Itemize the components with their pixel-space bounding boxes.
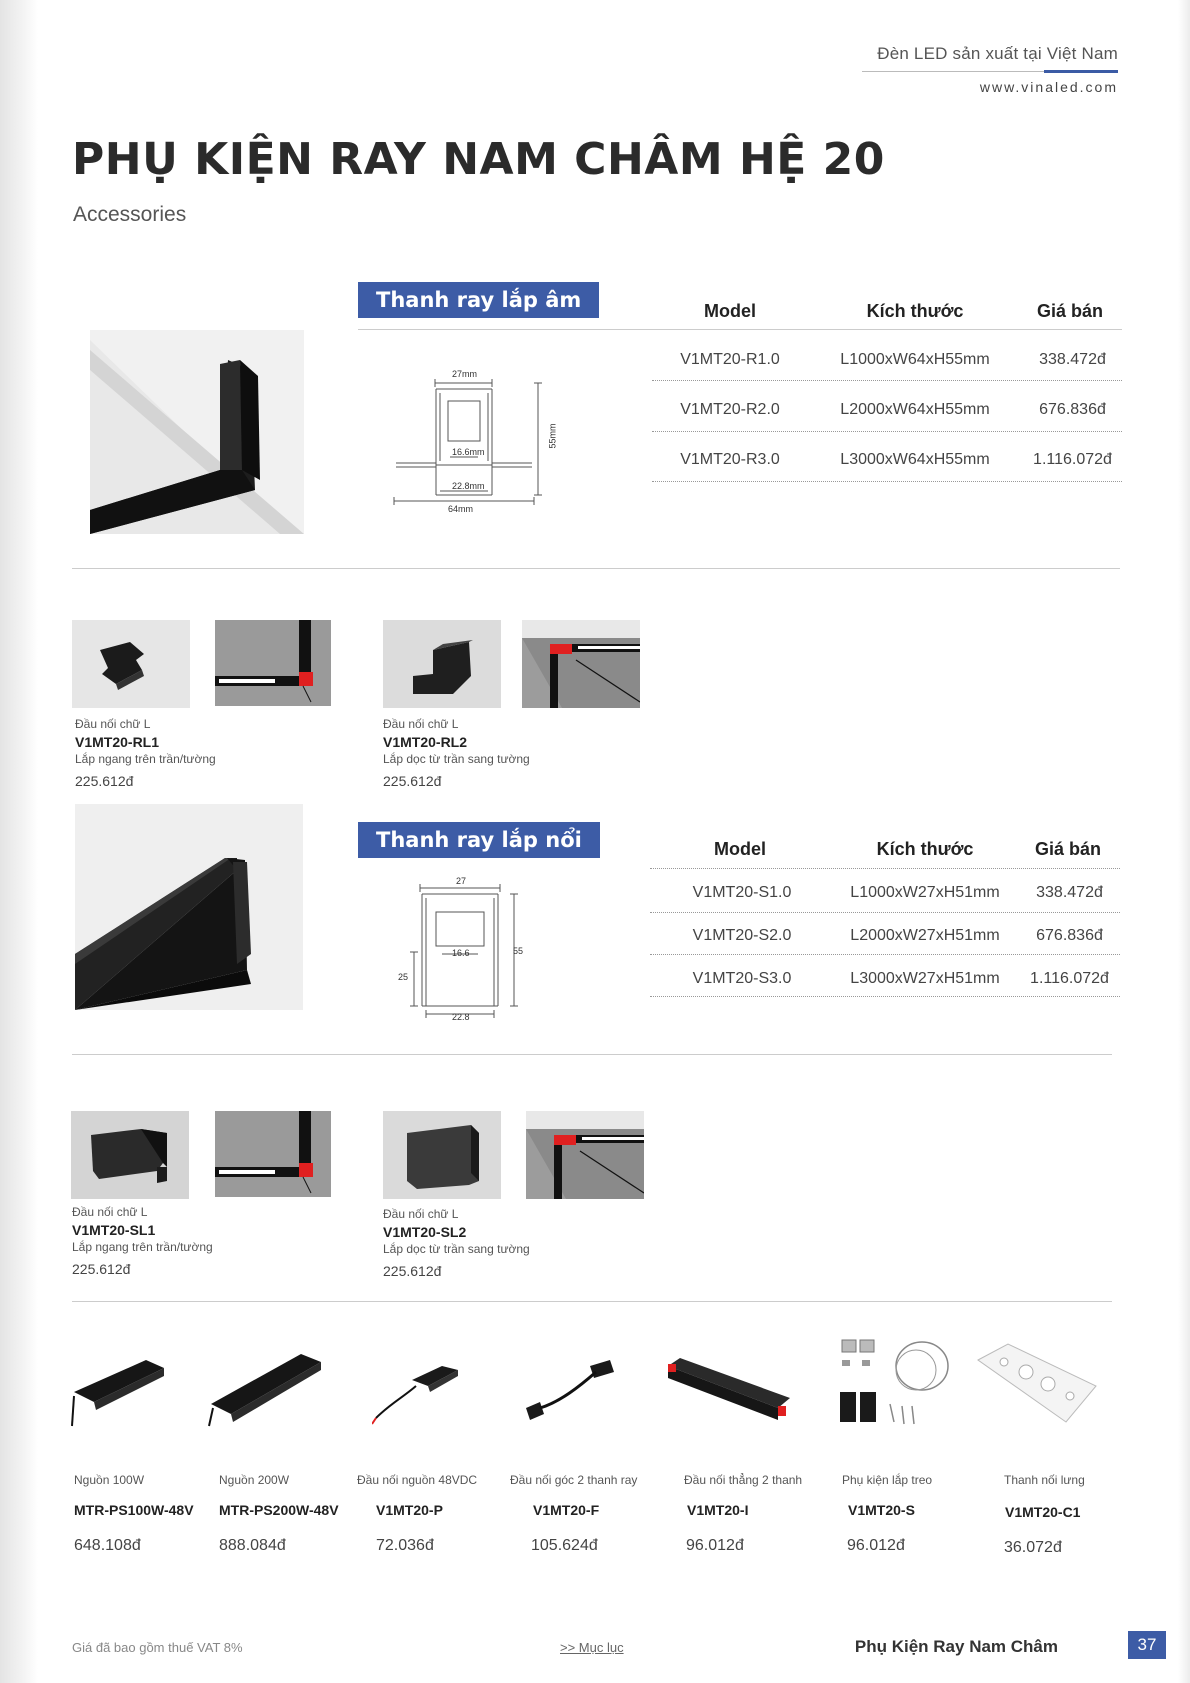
table-row-size: L2000xW64xH55mm [840, 401, 990, 418]
dim-top: 27mm [452, 369, 478, 379]
connector-rl2-photo [383, 620, 501, 708]
accessory-type: Phụ kiện lắp treo [842, 1473, 933, 1487]
back-connector-plate-photo [974, 1340, 1100, 1424]
table-row-model: V1MT20-S2.0 [692, 927, 792, 944]
accessory-type: Nguồn 100W [74, 1473, 145, 1487]
dim-bottom: 22.8mm [452, 481, 485, 491]
table-of-contents-link[interactable]: >> Mục lục [560, 1640, 624, 1655]
section-divider [72, 1301, 1112, 1302]
connector-desc: Lắp dọc từ trần sang tường [383, 752, 530, 766]
row-divider [652, 481, 1122, 482]
row-divider [652, 431, 1122, 432]
connector-price: 225.612đ [72, 1261, 131, 1277]
connector-sl1-install-photo [215, 1111, 331, 1197]
row-divider [650, 912, 1120, 913]
row-divider [650, 996, 1120, 997]
accessory-code: V1MT20-F [533, 1502, 600, 1518]
website-link[interactable]: www.vinaled.com [979, 79, 1118, 95]
page-title: PHỤ KIỆN RAY NAM CHÂM HỆ 20 [72, 134, 885, 185]
accessory-price: 648.108đ [74, 1537, 141, 1554]
section-divider [72, 1054, 1112, 1055]
table-row-size: L2000xW27xH51mm [850, 927, 1000, 944]
accessory-code: V1MT20-I [687, 1502, 749, 1518]
connector-type: Đầu nối chữ L [383, 717, 459, 731]
table-row-model: V1MT20-S3.0 [692, 970, 792, 987]
table-row-size: L3000xW27xH51mm [850, 970, 1000, 987]
connector-type: Đầu nối chữ L [72, 1205, 148, 1219]
connector-desc: Lắp dọc từ trần sang tường [383, 1242, 530, 1256]
power-200w-photo [205, 1348, 325, 1428]
col-header-model: Model [714, 839, 766, 859]
accessory-type: Thanh nối lưng [1004, 1473, 1085, 1487]
accessory-type: Nguồn 200W [219, 1473, 290, 1487]
vat-note: Giá đã bao gồm thuế VAT 8% [72, 1640, 243, 1655]
power-connector-photo [372, 1358, 472, 1428]
connector-rl1-install-photo [215, 620, 331, 706]
power-100w-photo [68, 1348, 168, 1428]
table-row-price: 676.836đ [1039, 401, 1106, 418]
table-header-rule [650, 868, 1120, 869]
straight-connector-photo [664, 1350, 794, 1426]
accessory-price: 96.012đ [686, 1537, 744, 1554]
table-row-model: V1MT20-R3.0 [680, 451, 780, 468]
table-row-price: 338.472đ [1036, 884, 1103, 901]
accessory-code: MTR-PS100W-48V [74, 1502, 194, 1518]
table-row-model: V1MT20-R2.0 [680, 401, 780, 418]
connector-price: 225.612đ [383, 773, 442, 789]
tagline-accent [1044, 70, 1118, 73]
accessory-price: 96.012đ [847, 1537, 905, 1554]
section-title-surface: Thanh ray lắp nổi [358, 822, 600, 858]
col-header-size: Kích thước [876, 839, 974, 859]
corner-connector-photo [520, 1356, 620, 1428]
col-header-price: Giá bán [1036, 301, 1103, 321]
table-row-price: 1.116.072đ [1030, 970, 1109, 987]
accessory-code: MTR-PS200W-48V [219, 1502, 339, 1518]
section-title-recessed: Thanh ray lắp âm [358, 282, 599, 318]
page-edge-shadow-right [1178, 0, 1190, 1683]
suspension-kit-photo [836, 1336, 956, 1430]
brand-tagline: Đèn LED sản xuất tại Việt Nam [877, 44, 1118, 63]
table-row-model: V1MT20-R1.0 [680, 351, 780, 368]
table-row-size: L1000xW27xH51mm [850, 884, 1000, 901]
table-header-rule [358, 329, 1122, 330]
dim-inner: 16.6 [452, 948, 470, 958]
page-edge-shadow [0, 0, 38, 1683]
row-divider [652, 380, 1122, 381]
dim-left: 25 [398, 972, 409, 982]
accessory-type: Đầu nối thẳng 2 thanh [684, 1473, 803, 1487]
connector-type: Đầu nối chữ L [75, 717, 151, 731]
page-number: 37 [1128, 1631, 1166, 1659]
recessed-track-photo [90, 330, 304, 534]
accessory-code: V1MT20-C1 [1005, 1504, 1081, 1520]
surface-track-photo [75, 804, 303, 1010]
connector-sl1-photo [71, 1111, 189, 1199]
table-row-price: 676.836đ [1036, 927, 1103, 944]
accessory-price: 72.036đ [376, 1537, 434, 1554]
connector-price: 225.612đ [75, 773, 134, 789]
connector-desc: Lắp ngang trên trần/tường [75, 752, 216, 766]
connector-rl1-photo [72, 620, 190, 708]
connector-rl2-install-photo [522, 620, 640, 708]
connector-price: 225.612đ [383, 1263, 442, 1279]
dim-inner: 16.6mm [452, 447, 485, 457]
connector-sl2-install-photo [526, 1111, 644, 1199]
connector-code: V1MT20-SL1 [72, 1222, 156, 1238]
connector-desc: Lắp ngang trên trần/tường [72, 1240, 213, 1254]
section-divider [72, 568, 1120, 569]
accessory-price: 105.624đ [531, 1537, 598, 1554]
page-subtitle: Accessories [73, 203, 187, 226]
table-row-size: L1000xW64xH55mm [840, 351, 990, 368]
table-row-price: 1.116.072đ [1033, 451, 1112, 468]
col-header-model: Model [704, 301, 756, 321]
dim-width: 64mm [448, 504, 474, 514]
dim-top: 27 [456, 876, 467, 886]
surface-track-drawing [398, 876, 538, 1024]
table-row-price: 338.472đ [1039, 351, 1106, 368]
dim-height: 55mm [547, 423, 558, 449]
accessory-code: V1MT20-P [376, 1502, 443, 1518]
col-header-size: Kích thước [866, 301, 964, 321]
accessory-code: V1MT20-S [848, 1502, 915, 1518]
row-divider [650, 954, 1120, 955]
table-row-size: L3000xW64xH55mm [840, 451, 990, 468]
connector-type: Đầu nối chữ L [383, 1207, 459, 1221]
table-row-model: V1MT20-S1.0 [692, 884, 792, 901]
col-header-price: Giá bán [1034, 839, 1101, 859]
accessory-price: 888.084đ [219, 1537, 286, 1554]
connector-code: V1MT20-RL1 [75, 734, 160, 750]
accessory-type: Đầu nối góc 2 thanh ray [510, 1473, 638, 1487]
connector-sl2-photo [383, 1111, 501, 1199]
footer-category: Phụ Kiện Ray Nam Châm [854, 1637, 1058, 1656]
accessory-type: Đầu nối nguồn 48VDC [357, 1473, 478, 1487]
connector-code: V1MT20-SL2 [383, 1224, 467, 1240]
accessory-price: 36.072đ [1004, 1539, 1062, 1556]
dim-height: 55 [513, 946, 524, 956]
recessed-track-drawing [392, 365, 572, 515]
connector-code: V1MT20-RL2 [383, 734, 468, 750]
dim-bottom: 22.8 [452, 1012, 470, 1022]
